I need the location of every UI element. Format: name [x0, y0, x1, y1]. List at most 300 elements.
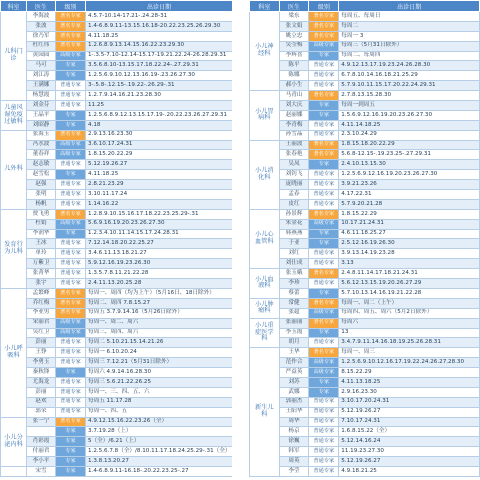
department-cell: 小儿肿瘤科	[250, 298, 280, 318]
schedule-row	[250, 91, 480, 101]
visit-days: 4.9.18.21.25	[339, 466, 480, 476]
level-badge: 著名专家	[56, 417, 86, 427]
level-badge: 普通专家	[56, 348, 86, 358]
level-badge: 普通专家	[309, 81, 339, 91]
visit-days: 1.2.5.6.9.10.12.16.17.19.22.24.26.27.28.30	[339, 358, 480, 368]
schedule-row	[1, 209, 233, 219]
doctor-name: 赵雪松	[27, 170, 56, 180]
doctor-name: 武娜	[279, 387, 309, 397]
level-badge: 普通专家	[309, 190, 339, 200]
doctor-name: 吴凤	[279, 160, 309, 170]
visit-days: 8.15.22.29	[339, 368, 480, 378]
level-badge: 普通专家	[56, 180, 86, 190]
doctor-name: 孟繁峰	[27, 288, 56, 298]
doctor-name: 宋丽君	[27, 318, 56, 328]
visit-days: 每周五、每周日	[339, 12, 480, 22]
doctor-name: 李亚男	[27, 308, 56, 318]
doctor-name: 马可	[27, 61, 56, 71]
doctor-name: 张波	[27, 21, 56, 31]
schedule-row	[250, 140, 480, 150]
visit-days: 3.4.7.9.11.14.16.18.19.25.26.28.31	[339, 338, 480, 348]
department-cell: 小儿重症医学科	[250, 318, 280, 348]
doctor-name: 王满娜	[27, 81, 56, 91]
schedule-row	[250, 466, 480, 476]
visit-days: 4.11.14.18.25	[339, 120, 480, 130]
level-badge: 普通专家	[309, 199, 339, 209]
schedule-row	[250, 328, 480, 338]
doctor-name: 秦秋锋	[27, 368, 56, 378]
schedule-row	[250, 387, 480, 397]
visit-days: 5.12.14.16.24	[339, 437, 480, 447]
level-badge: 专家	[309, 101, 339, 111]
level-badge: 普通专家	[56, 407, 86, 417]
col-header-dept: 科室	[1, 1, 27, 12]
visit-days: 2.4.11.13.20.25.28	[86, 279, 233, 289]
schedule-row	[1, 239, 233, 249]
level-badge: 专家	[56, 457, 86, 467]
doctor-name: 朱金花	[279, 219, 309, 229]
schedule-row	[1, 358, 233, 368]
doctor-name: 肖彩霞	[27, 437, 56, 447]
visit-days: 每周二	[339, 21, 480, 31]
doctor-name: 蔡蕾	[279, 288, 309, 298]
visit-days: 5.7.9.20.21.28	[339, 199, 480, 209]
schedule-row	[250, 447, 480, 457]
level-badge: 高级专家	[56, 328, 86, 338]
visit-days: 1.5.6.9.12.16.19.20.23.26.27.30	[339, 110, 480, 120]
level-badge: 普通专家	[309, 427, 339, 437]
doctor-name: 郭荣	[27, 407, 56, 417]
schedule-row	[1, 21, 233, 31]
visit-days: 3.9.21.23.26	[339, 180, 480, 190]
level-badge: 普通专家	[56, 279, 86, 289]
level-badge: 专家	[309, 328, 339, 338]
level-badge: 专家	[56, 447, 86, 457]
schedule-row	[1, 170, 233, 180]
schedule-row	[1, 447, 233, 457]
schedule-row	[1, 71, 233, 81]
level-badge: 著名专家	[309, 269, 339, 279]
schedule-row	[1, 180, 233, 190]
doctor-name: 赵志敏	[27, 160, 56, 170]
schedule-row	[1, 308, 233, 318]
doctor-name: 张超	[279, 308, 309, 318]
visit-days: 5.12.19.26.27	[339, 457, 480, 467]
level-badge: 普通专家	[56, 259, 86, 269]
doctor-name	[27, 427, 56, 437]
schedule-row	[1, 269, 233, 279]
visit-days: 5.6.8-12.15-.19.23.25-.27.29.31	[339, 150, 480, 160]
schedule-row	[1, 12, 233, 22]
department-cell: 新生儿科	[250, 348, 280, 477]
level-badge: 著名专家	[56, 308, 86, 318]
schedule-row	[250, 338, 480, 348]
level-badge: 普通专家	[56, 377, 86, 387]
visit-days: 1.2.3.4.10.11.14.15.17.24.28.31	[86, 229, 233, 239]
visit-days: 5.9.12.16.19.23.26.30	[86, 259, 233, 269]
doctor-name: 张春艳	[279, 150, 309, 160]
visit-days: 1.3.5.7.8.11.21.22.28	[86, 269, 233, 279]
level-badge: 专家	[309, 239, 339, 249]
doctor-name: 刘昭静	[27, 120, 56, 130]
department-cell: 儿外科	[1, 130, 27, 209]
level-badge: 专家	[309, 377, 339, 387]
visit-days: 每周二、周四 7.8.15.27	[86, 298, 233, 308]
level-badge: 普通专家	[309, 466, 339, 476]
header-row	[1, 1, 233, 12]
doctor-name: 马青山	[279, 91, 309, 101]
schedule-row	[1, 219, 233, 229]
level-badge: 专家	[56, 120, 86, 130]
visit-days: 4.17.22.31	[339, 190, 480, 200]
visit-days: 3.10.17.20.24.31	[339, 397, 480, 407]
level-badge: 高级专家	[56, 318, 86, 328]
doctor-name: 李莹	[279, 466, 309, 476]
visit-days: 每周一、四、五	[86, 407, 233, 417]
level-badge: 著名专家	[56, 21, 86, 31]
schedule-row	[1, 298, 233, 308]
visit-days: 每周六	[339, 318, 480, 328]
visit-days: 2.5.12.16.19.26.30	[339, 239, 480, 249]
level-badge: 普通专家	[56, 160, 86, 170]
level-badge: 著名专家	[56, 209, 86, 219]
doctor-name: 王丽波	[279, 140, 309, 150]
level-badge: 著名专家	[309, 318, 339, 328]
visit-days: 1.3.8.13.20.27	[86, 457, 233, 467]
visit-days: 5（全）/6.21（上）	[86, 437, 233, 447]
schedule-row	[1, 61, 233, 71]
schedule-row	[1, 368, 233, 378]
visit-days: 1.8.15.22.29	[339, 209, 480, 219]
doctor-name: 周英	[279, 457, 309, 467]
level-badge: 普通专家	[309, 407, 339, 417]
visit-days: 4.11.18.25	[86, 31, 233, 41]
level-badge: 著名专家	[309, 140, 339, 150]
visit-days: 3-.5.8-.12.15-.19.22-.26.29-.31	[86, 81, 233, 91]
col-header-level: 级别	[56, 1, 86, 12]
doctor-name: 张一宁	[27, 417, 56, 427]
schedule-row	[250, 417, 480, 427]
schedule-row	[1, 457, 233, 467]
doctor-name: 陈平	[279, 61, 309, 71]
level-badge: 专家	[309, 51, 339, 61]
visit-days: 2.4.8.11.14.17.18.21.24.31	[339, 269, 480, 279]
schedule-row	[250, 81, 480, 91]
col-header-doctor: 医生	[27, 1, 56, 12]
schedule-row	[1, 259, 233, 269]
visit-days: 4.9.12.13.17.19.23.24.26.28.30	[339, 61, 480, 71]
schedule-row	[250, 51, 480, 61]
visit-days: 5.7.9.10.11.15.17.20.22.24.29.31	[339, 81, 480, 91]
schedule-row	[1, 466, 233, 476]
visit-days: 4.9.12.15.16.22.23.26（全）	[86, 417, 233, 427]
visit-days: 4.6.11.18.25.27	[339, 229, 480, 239]
panel-divider	[232, 0, 246, 480]
col-header-days: 出诊日期	[339, 1, 480, 12]
schedule-row	[250, 160, 480, 170]
doctor-name: 张明	[27, 190, 56, 200]
visit-days: 10.17.21.24.31	[339, 219, 480, 229]
level-badge: 著名专家	[309, 21, 339, 31]
doctor-name: 严益英	[279, 368, 309, 378]
doctor-name: 杨京	[279, 427, 309, 437]
doctor-name: 吴红卫	[27, 328, 56, 338]
schedule-row	[250, 41, 480, 51]
doctor-name: 王冰	[27, 239, 56, 249]
doctor-name: 周华	[279, 417, 309, 427]
level-badge: 普通专家	[56, 269, 86, 279]
level-badge: 普通专家	[309, 170, 339, 180]
schedule-row	[250, 229, 480, 239]
schedule-row	[250, 259, 480, 269]
schedule-row	[1, 51, 233, 61]
schedule-row	[250, 348, 480, 358]
doctor-name: 韩军	[279, 447, 309, 457]
level-badge: 普通专家	[309, 338, 339, 348]
visit-days: 3.4.6.11.13.18.21.27	[86, 249, 233, 259]
doctor-name: 刘仕成	[279, 259, 309, 269]
doctor-name: 王华	[279, 348, 309, 358]
doctor-name: 李海波	[27, 12, 56, 22]
level-badge: 著名专家	[309, 209, 339, 219]
visit-days: 每周六 4.9.14.16.28.30	[86, 368, 233, 378]
schedule-row	[1, 249, 233, 259]
doctor-name: 孙景辉	[279, 209, 309, 219]
doctor-name: 杜红伟	[27, 41, 56, 51]
schedule-row	[1, 199, 233, 209]
level-badge: 著名专家	[309, 31, 339, 41]
visit-days: 每周二 5.10.21.15.14.21.26	[86, 338, 233, 348]
visit-days: 每周一 3	[339, 31, 480, 41]
level-badge: 高级专家	[309, 358, 339, 368]
doctor-name: 吴莹梅	[279, 41, 309, 51]
visit-days: 1.2.5.6.9.10.12.13.16.19-.23.26.27.30	[86, 71, 233, 81]
level-badge: 专家	[309, 387, 339, 397]
col-header-doctor: 医生	[279, 1, 309, 12]
schedule-row	[250, 31, 480, 41]
visit-days: 5.12.19.26.27	[86, 160, 233, 170]
schedule-row	[1, 427, 233, 437]
schedule-row	[1, 130, 233, 140]
doctor-name: 赵强	[27, 180, 56, 190]
level-badge: 普通专家	[56, 239, 86, 249]
visit-days: 每周一、周四（均为上午）（5月16日、18日除外）	[86, 288, 233, 298]
schedule-row	[250, 358, 480, 368]
visit-days: 每周一、周二、周六	[86, 318, 233, 328]
level-badge: 专家	[309, 110, 339, 120]
level-badge: 著名专家	[56, 288, 86, 298]
level-badge: 普通专家	[56, 190, 86, 200]
doctor-name: 宋雪	[27, 466, 56, 476]
visit-days: 1.2.5.6.8.9.12.13.15.17.19-.20.22.23.26.27.29.31	[86, 110, 233, 120]
schedule-row	[250, 269, 480, 279]
visit-days: 3.10.11.17.24	[86, 190, 233, 200]
department-cell: 小儿胃病科	[250, 91, 280, 140]
schedule-row	[1, 229, 233, 239]
department-cell: 小儿血液科	[250, 269, 280, 299]
visit-days: 每周一、周三	[339, 348, 480, 358]
doctor-name: 刘红	[279, 249, 309, 259]
doctor-name: 李珍	[279, 279, 309, 289]
schedule-row	[1, 397, 233, 407]
level-badge: 普通专家	[309, 457, 339, 467]
visit-days: 每周五 3.7.9.14.16（5月26日除外）	[86, 308, 233, 318]
schedule-row	[250, 219, 480, 229]
doctor-name: 刘江涛	[27, 71, 56, 81]
schedule-row	[1, 288, 233, 298]
level-badge: 普通专家	[309, 437, 339, 447]
visit-days: 1.2.5.6.9.12.16.19.20.23.26.27.30	[339, 170, 480, 180]
schedule-row	[250, 71, 480, 81]
visit-days: 4.11.13.18.25	[339, 377, 480, 387]
department-cell: 小儿心血管科	[250, 209, 280, 268]
visit-days: 5.6.9.16.19.20.23.26.27.30	[86, 219, 233, 229]
doctor-name: 郝小生	[279, 81, 309, 91]
level-badge: 普通专家	[309, 447, 339, 457]
left-schedule-panel	[0, 0, 233, 477]
visit-days: 1.6.8.15.22（全）	[339, 427, 480, 437]
schedule-row	[250, 21, 480, 31]
schedule-row	[250, 249, 480, 259]
department-cell	[1, 466, 27, 476]
visit-days: 每周一、周二（上午）	[339, 298, 480, 308]
doctor-name: 赵欢	[27, 397, 56, 407]
level-badge: 专家	[56, 229, 86, 239]
schedule-row	[250, 298, 480, 308]
doctor-name: 张丽丽	[279, 318, 309, 328]
level-badge: 普通专家	[309, 259, 339, 269]
schedule-row	[1, 110, 233, 120]
level-badge: 普通专家	[309, 397, 339, 407]
level-badge: 专家	[56, 71, 86, 81]
visit-days: 3.5.6.8.10-13.15.17.18.22.24-.27.29.31	[86, 61, 233, 71]
level-badge: 普通专家	[309, 71, 339, 81]
doctor-name: 庞晓丽	[279, 180, 309, 190]
schedule-row	[1, 318, 233, 328]
schedule-row	[250, 12, 480, 22]
visit-days: 每周一 6.10.20.24	[86, 348, 233, 358]
doctor-name: 皮红	[279, 199, 309, 209]
schedule-row	[1, 279, 233, 289]
level-badge: 普通专家	[309, 130, 339, 140]
right-schedule-panel	[249, 0, 480, 477]
visit-days: 每周二、每周四	[339, 51, 480, 61]
visit-days: 2.4.10.13.15.30	[339, 160, 480, 170]
doctor-name: 黄园园	[27, 51, 56, 61]
doctor-name: 梁东	[279, 12, 309, 22]
doctor-name: 李玉霞	[279, 328, 309, 338]
schedule-row	[1, 387, 233, 397]
visit-days: 7.12.14.18.20.22.25.27	[86, 239, 233, 249]
level-badge: 普通专家	[309, 120, 339, 130]
level-badge: 著名专家	[56, 130, 86, 140]
doctor-name: 李小平	[27, 457, 56, 467]
level-badge: 著名专家	[56, 12, 86, 22]
doctor-name: 张文娟	[279, 21, 309, 31]
level-badge: 普通专家	[309, 180, 339, 190]
department-cell: 儿科门诊	[1, 12, 27, 101]
doctor-name: 王铮	[27, 348, 56, 358]
visit-days: 5.6.12.13.15.19.20.26.27.29	[339, 279, 480, 289]
doctor-name: 尤海龙	[27, 377, 56, 387]
doctor-name: 姚立忠	[279, 31, 309, 41]
department-cell: 小儿分泌内科	[1, 417, 27, 466]
doctor-name: 赵丽娜	[279, 110, 309, 120]
visit-days: 1.14.16.22	[86, 199, 233, 209]
visit-days: 每周四、周五、周六（5月2日除外）	[339, 308, 480, 318]
doctor-name: 郭丽杰	[279, 397, 309, 407]
doctor-name: 徐乃军	[27, 31, 56, 41]
schedule-row	[1, 140, 233, 150]
schedule-row	[250, 199, 480, 209]
level-badge: 普通专家	[56, 101, 86, 111]
schedule-row	[1, 81, 233, 91]
visit-days: 6.7.8.10.14.16.18.21.25.29	[339, 71, 480, 81]
schedule-row	[1, 150, 233, 160]
doctor-name: 孟春	[279, 190, 309, 200]
schedule-row	[1, 348, 233, 358]
doctor-name: 张菁华	[27, 269, 56, 279]
schedule-row	[250, 318, 480, 328]
level-badge: 高级专家	[56, 219, 86, 229]
doctor-name: 孙雪晶	[279, 130, 309, 140]
doctor-name: 李勇玉	[27, 358, 56, 368]
visit-days: 每周一到周五	[339, 101, 480, 111]
visit-days: 1-.3.5-7.10-12.14-15.17-19.21.22.24-26.28.29.31	[86, 51, 233, 61]
schedule-row	[250, 190, 480, 200]
schedule-row	[1, 31, 233, 41]
doctor-name: 范作合	[279, 358, 309, 368]
doctor-name: 张玉娥	[279, 269, 309, 279]
visit-days: 1.2.6.8.9.13.14.15.16.22.23.29.30	[86, 41, 233, 51]
level-badge: 普通专家	[56, 358, 86, 368]
doctor-name: 刘苏	[279, 377, 309, 387]
level-badge: 著名专家	[309, 298, 339, 308]
level-badge: 著名专家	[56, 41, 86, 51]
doctor-name: 彭丽	[27, 387, 56, 397]
doctor-name: 杨帆	[27, 199, 56, 209]
schedule-row	[250, 308, 480, 318]
left-schedule-table	[0, 0, 233, 477]
schedule-row	[1, 407, 233, 417]
doctor-name: 刘大庆	[279, 101, 309, 111]
level-badge: 著名专家	[309, 12, 339, 22]
schedule-row	[250, 368, 480, 378]
col-header-level: 级别	[309, 1, 339, 12]
visit-days: 每周三、周四、周六	[86, 328, 233, 338]
level-badge: 专家	[309, 160, 339, 170]
visit-days: 每周三 7.12.21（5月31日除外）	[86, 358, 233, 368]
level-badge: 普通专家	[56, 91, 86, 101]
level-badge: 高级专家	[309, 219, 339, 229]
schedule-row	[250, 61, 480, 71]
doctor-name: 董春祥	[27, 150, 56, 160]
visit-days: 1.8.15.18.20.22.29	[339, 140, 480, 150]
doctor-name: 于亚	[279, 239, 309, 249]
visit-days: 4.18	[86, 120, 233, 130]
visit-days: 5.7.10.13.14.16.19.21.22.28	[339, 288, 480, 298]
doctor-name: 常健	[279, 298, 309, 308]
schedule-row	[250, 209, 480, 219]
visit-days: 3.9.13.14.19.23.28	[339, 249, 480, 259]
level-badge: 高级专家	[56, 51, 86, 61]
schedule-row	[250, 437, 480, 447]
schedule-row	[250, 457, 480, 467]
visit-days: 4.11.18.25	[86, 170, 233, 180]
doctor-name: 乔红梅	[27, 298, 56, 308]
header-row	[250, 1, 480, 12]
schedule-row	[1, 328, 233, 338]
